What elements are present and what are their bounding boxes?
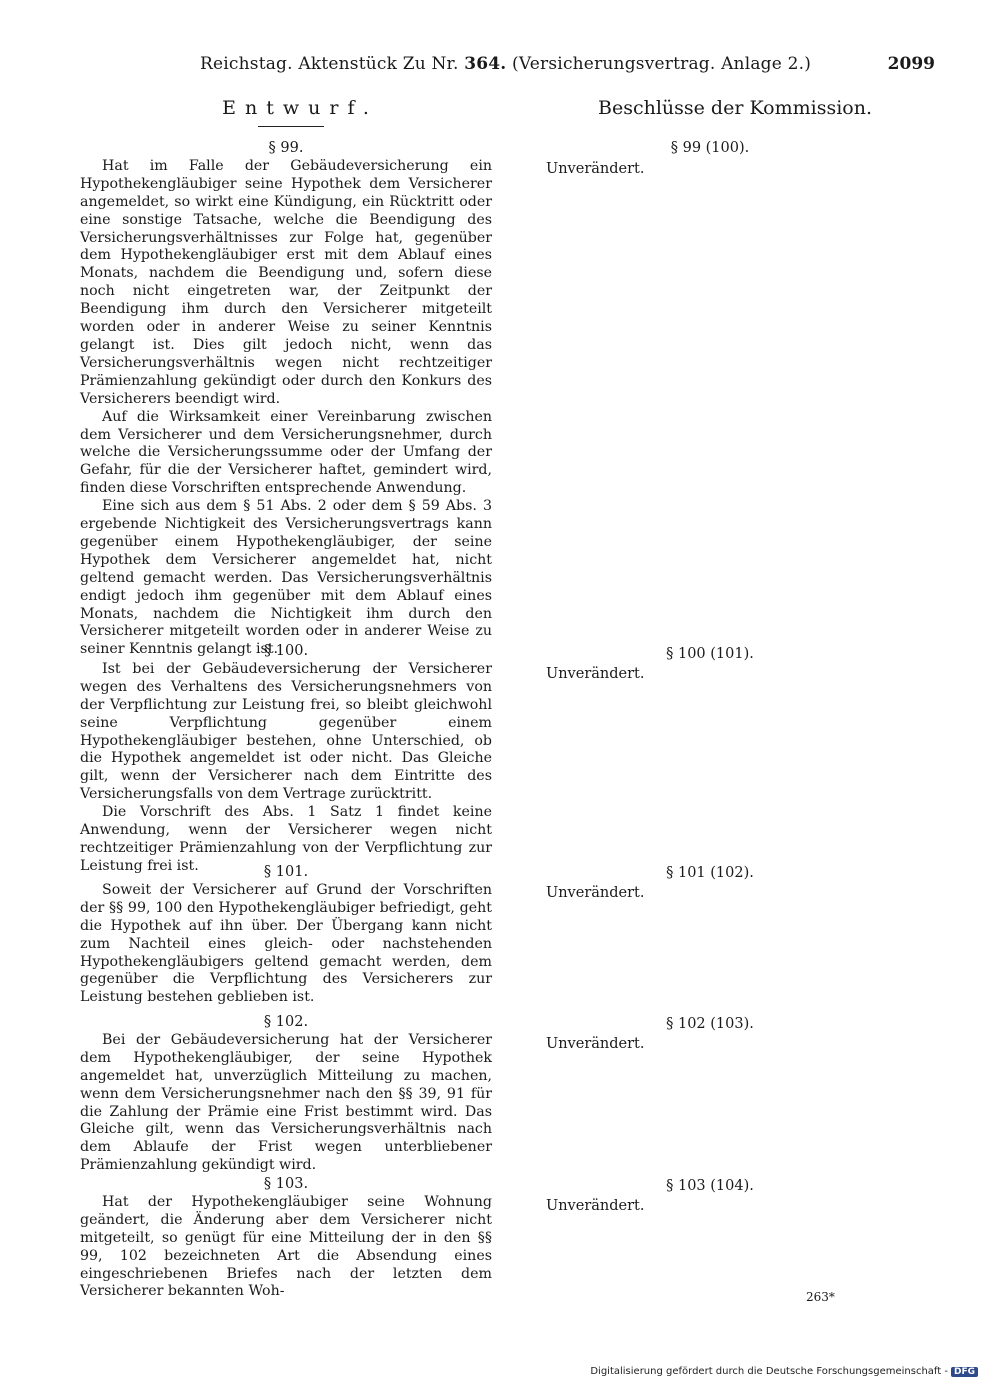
section-heading: § 103.	[263, 1176, 309, 1192]
draft-section-101	[80, 864, 492, 1007]
commission-text-102: Unverändert.	[546, 1036, 645, 1052]
commission-heading-100: § 100 (101).	[666, 646, 754, 662]
commission-text-99: Unverändert.	[546, 161, 645, 177]
commission-heading-101: § 101 (102).	[666, 865, 754, 881]
commission-heading-99: § 99 (100).	[670, 140, 750, 156]
digitization-credit	[590, 1366, 978, 1377]
section-heading: § 100.	[263, 643, 309, 659]
draft-section-103	[80, 1176, 492, 1301]
commission-text-100: Unverändert.	[546, 666, 645, 682]
section-paragraph: Die Vorschrift des Abs. 1 Satz 1 findet keine Anwendung, wenn der Versicherer wegen nicht rechtzeitiger Prämienzahlung von der Verpflichtung zur Leistung frei ist.	[80, 804, 492, 874]
section-paragraph: Bei der Gebäudeversicherung hat der Versicherer dem Hypothekengläubiger, der seine Hypothek angemeldet hat, unverzüglich Mitteilung zu machen, wenn dem Versicherungsnehmer nach den §§ 39, 91 für die Zahlung der Prämie eine Frist bestimmt wird. Das Gleiche gilt, wenn das Versicherungsverhältnis nach dem Ablaufe der Frist wegen unterbliebener Prämienzahlung gekündigt wird.	[80, 1031, 492, 1174]
dfg-logo: DFG	[951, 1367, 978, 1377]
running-header	[200, 54, 935, 80]
section-heading: § 102.	[263, 1014, 309, 1030]
credit-text: Digitalisierung gefördert durch die Deutsche Forschungsgemeinschaft -	[590, 1366, 948, 1377]
commission-heading-102: § 102 (103).	[666, 1016, 754, 1032]
section-paragraph: Hat der Hypothekengläubiger seine Wohnung geändert, die Änderung aber dem Versicherer nicht mitgeteilt, so genügt für eine Mitteilung der in den §§ 99, 102 bezeichneten Art die Absendung eines eingeschriebenen Briefes nach der letzten dem Versicherer bekannten Woh-	[80, 1193, 492, 1300]
draft-section-100	[80, 643, 492, 876]
draft-section-102	[80, 1014, 492, 1175]
draft-section-99	[80, 140, 492, 659]
document-number: 364.	[464, 54, 507, 74]
signature-mark: 263*	[806, 1290, 835, 1304]
section-paragraph: Auf die Wirksamkeit einer Vereinbarung zwischen dem Versicherer und dem Versicherungsnehmer, durch welche die Versicherungssumme oder der Umfang der Gefahr, für die der Versicherer haftet, gemindert wird, finden diese Vorschriften entsprechende Anwendung.	[80, 408, 492, 497]
section-heading: § 99.	[268, 140, 304, 156]
right-column-title: Beschlüsse der Kommission.	[598, 97, 872, 119]
section-paragraph: Hat im Falle der Gebäudeversicherung ein Hypothekengläubiger seine Hypothek dem Versicherer angemeldet, so wirkt eine Kündigung, ein Rücktritt oder eine sonstige Tatsache, welche die Beendigung des Versicherungsverhältnisses zur Folge hat, gegenüber dem Hypothekengläubiger erst mit dem Ablauf eines Monats, nachdem die Beendigung und, sofern diese noch nicht eingetreten war, der Zeitpunkt der Beendigung ihm durch den Versicherer mitgeteilt worden oder in anderer Weise zu seiner Kenntnis gelangt ist. Dies gilt jedoch nicht, wenn das Versicherungsverhältnis wegen nicht rechtzeitiger Prämienzahlung gekündigt oder durch den Konkurs des Versicherers beendigt wird.	[80, 157, 492, 407]
section-paragraph: Ist bei der Gebäudeversicherung der Versicherer wegen des Verhaltens des Versicherungsnehmers von der Verpflichtung zur Leistung frei, so bleibt gleichwohl seine Verpflichtung gegenüber einem Hypothekengläubiger bestehen, ohne Unterschied, ob die Hypothek angemeldet ist oder nicht. Das Gleiche gilt, wenn der Versicherer nach dem Eintritte des Versicherungsfalls von dem Vertrage zurücktritt.	[80, 660, 492, 803]
commission-text-103: Unverändert.	[546, 1198, 645, 1214]
title-rule	[258, 126, 324, 127]
section-paragraph: Eine sich aus dem § 51 Abs. 2 oder dem § 59 Abs. 3 ergebende Nichtigkeit des Versicherungsvertrags kann gegenüber einem Hypothekengläubiger, der seine Hypothek dem Versicherer angemeldet hat, nicht geltend gemacht werden. Das Versicherungsverhältnis endigt jedoch ihm gegenüber mit dem Ablauf eines Monats, nachdem die Nichtigkeit ihm durch den Versicherer mitgeteilt worden oder in anderer Weise zu seiner Kenntnis gelangt ist.	[80, 498, 492, 658]
page-number: 2099	[887, 54, 935, 74]
section-heading: § 101.	[263, 864, 309, 880]
commission-text-101: Unverändert.	[546, 885, 645, 901]
commission-heading-103: § 103 (104).	[666, 1178, 754, 1194]
section-paragraph: Soweit der Versicherer auf Grund der Vorschriften der §§ 99, 100 den Hypothekengläubiger befriedigt, geht die Hypothek auf ihn über. Der Übergang kann nicht zum Nachteil eines gleich- oder nachstehenden Hypothekengläubigers geltend gemacht werden, dem gegenüber die Verpflichtung des Versicherers zur Leistung bestehen geblieben ist.	[80, 881, 492, 1006]
left-column-title: Entwurf.	[222, 97, 378, 119]
running-title: Reichstag. Aktenstück Zu Nr. 364. (Versicherungsvertrag. Anlage 2.)	[200, 54, 812, 74]
